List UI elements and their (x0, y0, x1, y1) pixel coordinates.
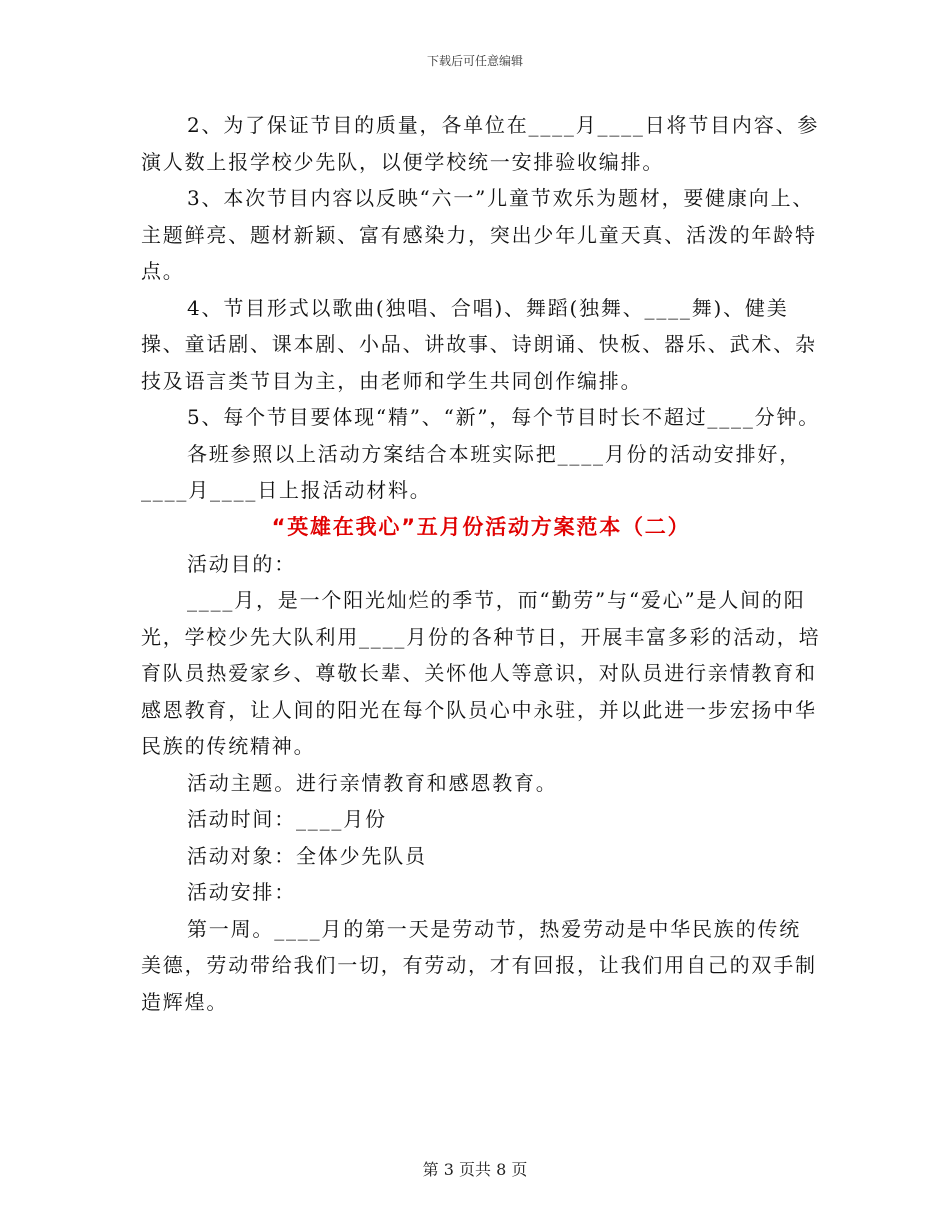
section-title: “英雄在我心”五月份活动方案范本（二） (271, 514, 691, 539)
item-3-paragraph: 3、本次节目内容以反映“六一”儿童节欢乐为题材，要健康向上、主题鲜亮、题材新颖、富有感染力，突出少年儿童天真、活泼的年龄特点。 (141, 186, 817, 283)
purpose-label: 活动目的： (187, 551, 296, 576)
item-5-paragraph: 5、每个节目要体现“精”、“新”，每个节目时长不超过____分钟。 (187, 405, 821, 429)
purpose-paragraph: ____月，是一个阳光灿烂的季节，而“勤劳”与“爱心”是人间的阳光，学校少先大队利用____月份的各种节日，开展丰富多彩的活动，培育队员热爱家乡、尊敬长辈、关怀他人等意识，对队员进行亲情教育和感恩教育，让人间的阳光在每个队员心中永驻，并以此进一步宏扬中华民族的传统精神。 (141, 588, 821, 758)
week1-paragraph: 第一周。____月的第一天是劳动节，热爱劳动是中华民族的传统美德，劳动带给我们一切，有劳动，才有回报，让我们用自己的双手制造辉煌。 (141, 916, 817, 1014)
document-body (141, 107, 821, 1020)
target-line: 活动对象：全体少先队员 (187, 843, 427, 868)
item-2-paragraph: 2、为了保证节目的质量，各单位在____月____日将节目内容、参演人数上报学校少先队，以便学校统一安排验收编排。 (141, 113, 820, 174)
arrangement-label: 活动安排： (187, 880, 296, 904)
item-4-paragraph: 4、节目形式以歌曲(独唱、合唱)、舞蹈(独舞、____舞)、健美操、童话剧、课本剧、小品、讲故事、诗朗诵、快板、器乐、武术、杂技及语言类节目为主，由老师和学生共同创作编排。 (141, 295, 817, 393)
closing-paragraph: 各班参照以上活动方案结合本班实际把____月份的活动安排好，____月____日上报活动材料。 (141, 441, 801, 502)
theme-line: 活动主题。进行亲情教育和感恩教育。 (187, 770, 558, 795)
page-header: 下载后可任意编辑 (426, 54, 523, 68)
time-line: 活动时间：____月份 (187, 807, 387, 831)
page-footer: 第 3 页共 8 页 (422, 1160, 528, 1179)
